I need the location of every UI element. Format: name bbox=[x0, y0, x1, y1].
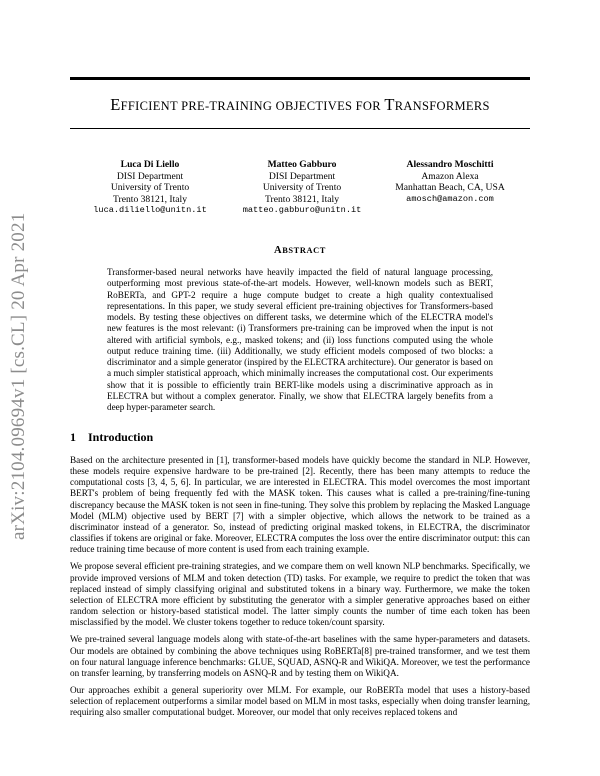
author-name: Luca Di Liello bbox=[120, 159, 180, 170]
author-affiliation: DISI Department bbox=[116, 170, 184, 182]
paragraph: We propose several efficient pre-training strategies, and we compare them on well known NLP benchmarks. Specifically, we provide improved versions of MLM and token detection (TD) tasks. For example, we require to predict the token that was replaced instead of simply classifying original and substituted tokens in a binary way. Furthermore, we make the token selection of ELECTRA more efficient by substituting the generator with a simpler generative approaches based on either random selection or history-based statistical model. The latter simply counts the number of time each token has been misclassified by the model. We cluster tokens together to reduce token/count sparsity. bbox=[70, 561, 530, 628]
paragraph: We pre-trained several language models along with state-of-the-art baselines with the same hyper-parameters and datasets. Our models are obtained by combining the above techniques using RoBERTa[8] pre-trained transformer, and we test them on four natural language inference benchmarks: GLUE, SQUAD, ASNQ-R and WikiQA. Moreover, we test the performance on transfer learning, by transferring models on ASNQ-R and by testing them on WikiQA. bbox=[70, 634, 530, 678]
title-rule-top bbox=[70, 77, 530, 80]
author-affiliation: University of Trento bbox=[262, 182, 342, 194]
author-name: Matteo Gabburo bbox=[267, 159, 337, 170]
author-affiliation: DISI Department bbox=[268, 170, 336, 182]
introduction-body bbox=[70, 455, 530, 724]
arxiv-stamp: arXiv:2104.09694v1 [cs.CL] 20 Apr 2021 bbox=[8, 212, 29, 540]
paper-title: EFFICIENT PRE-TRAINING OBJECTIVES FOR TRANSFORMERS bbox=[110, 95, 490, 114]
section-title: Introduction bbox=[88, 430, 154, 444]
paragraph: Our approaches exhibit a general superiority over MLM. For example, our RoBERTa model that uses a history-based selection of replacement outperforms a similar model based on MLM in most tasks, especially when doing transfer learning, requiring also smaller computational budget. Moreover, our model that only receives replaced tokens and bbox=[70, 684, 530, 718]
author-email[interactable]: amosch@amazon.com bbox=[406, 193, 494, 204]
abstract-text: Transformer-based neural networks have heavily impacted the field of natural language processing, outperforming most previous state-of-the-art models. However, well-known models such as BERT, RoBERTa, and GPT-2 require a huge compute budget to create a high quality contextualised representations. In this paper, we study several efficient pre-training objectives for Transformers-based models. By testing these objectives on different tasks, we determine which of the ELECTRA model's new features is the most relevant: (i) Transformers pre-training can be improved when the input is not altered with artificial symbols, e.g., masked tokens; and (ii) loss functions computed using the whole output reduce training time. (iii) Additionally, we study efficient models composed of two blocks: a discriminator and a simple generator (inspired by the ELECTRA architecture). Our generator is based on a much simpler statistical approach, which minimally increases the computational cost. Our experiments show that it is possible to efficiently train BERT-like models using a discriminative approach as in ELECTRA but without a complex generator. Finally, we show that ELECTRA largely benefits from a deep hyper-parameter search. bbox=[107, 267, 493, 412]
author-2 bbox=[230, 159, 374, 217]
author-3 bbox=[382, 159, 518, 205]
author-affiliation: Amazon Alexa bbox=[421, 170, 479, 182]
author-email[interactable]: luca.diliello@unitn.it bbox=[93, 205, 207, 216]
author-1 bbox=[84, 159, 216, 217]
section-heading-introduction bbox=[70, 430, 153, 445]
author-affiliation: Manhattan Beach, CA, USA bbox=[395, 182, 505, 194]
section-number: 1 bbox=[70, 430, 76, 444]
abstract-heading: ABSTRACT bbox=[274, 245, 326, 256]
paragraph: Based on the architecture presented in [1], transformer-based models have quickly become the standard in NLP. However, these models require expensive hardware to be pre-trained [2]. Recently, there has been many attempts to reduce the computational costs [3, 4, 5, 6]. In particular, we are interested in ELECTRA. This model overcomes the most important BERT's problem of being frequently fed with the MASK token. This causes what is called a pre-training/fine-tuning discrepancy because the MASK token is not seen in fine-tuning. They solve this problem by replacing the Masked Language Model (MLM) objective used by BERT [7] with a simpler objective, which allows the network to be trained as a discriminator instead of a generator. So, instead of predicting original masked tokens, in ELECTRA, the discriminator classifies if tokens are original or fake. Moreover, ELECTRA computes the loss over the entire discriminator output: this can reduce training time because of more content is used from each training example. bbox=[70, 455, 530, 555]
author-affiliation: University of Trento bbox=[110, 182, 190, 194]
author-affiliation: Trento 38121, Italy bbox=[265, 193, 339, 205]
author-email[interactable]: matteo.gabburo@unitn.it bbox=[242, 205, 362, 216]
author-name: Alessandro Moschitti bbox=[406, 159, 494, 170]
title-rule-bottom bbox=[70, 128, 530, 129]
author-affiliation: Trento 38121, Italy bbox=[113, 193, 187, 205]
